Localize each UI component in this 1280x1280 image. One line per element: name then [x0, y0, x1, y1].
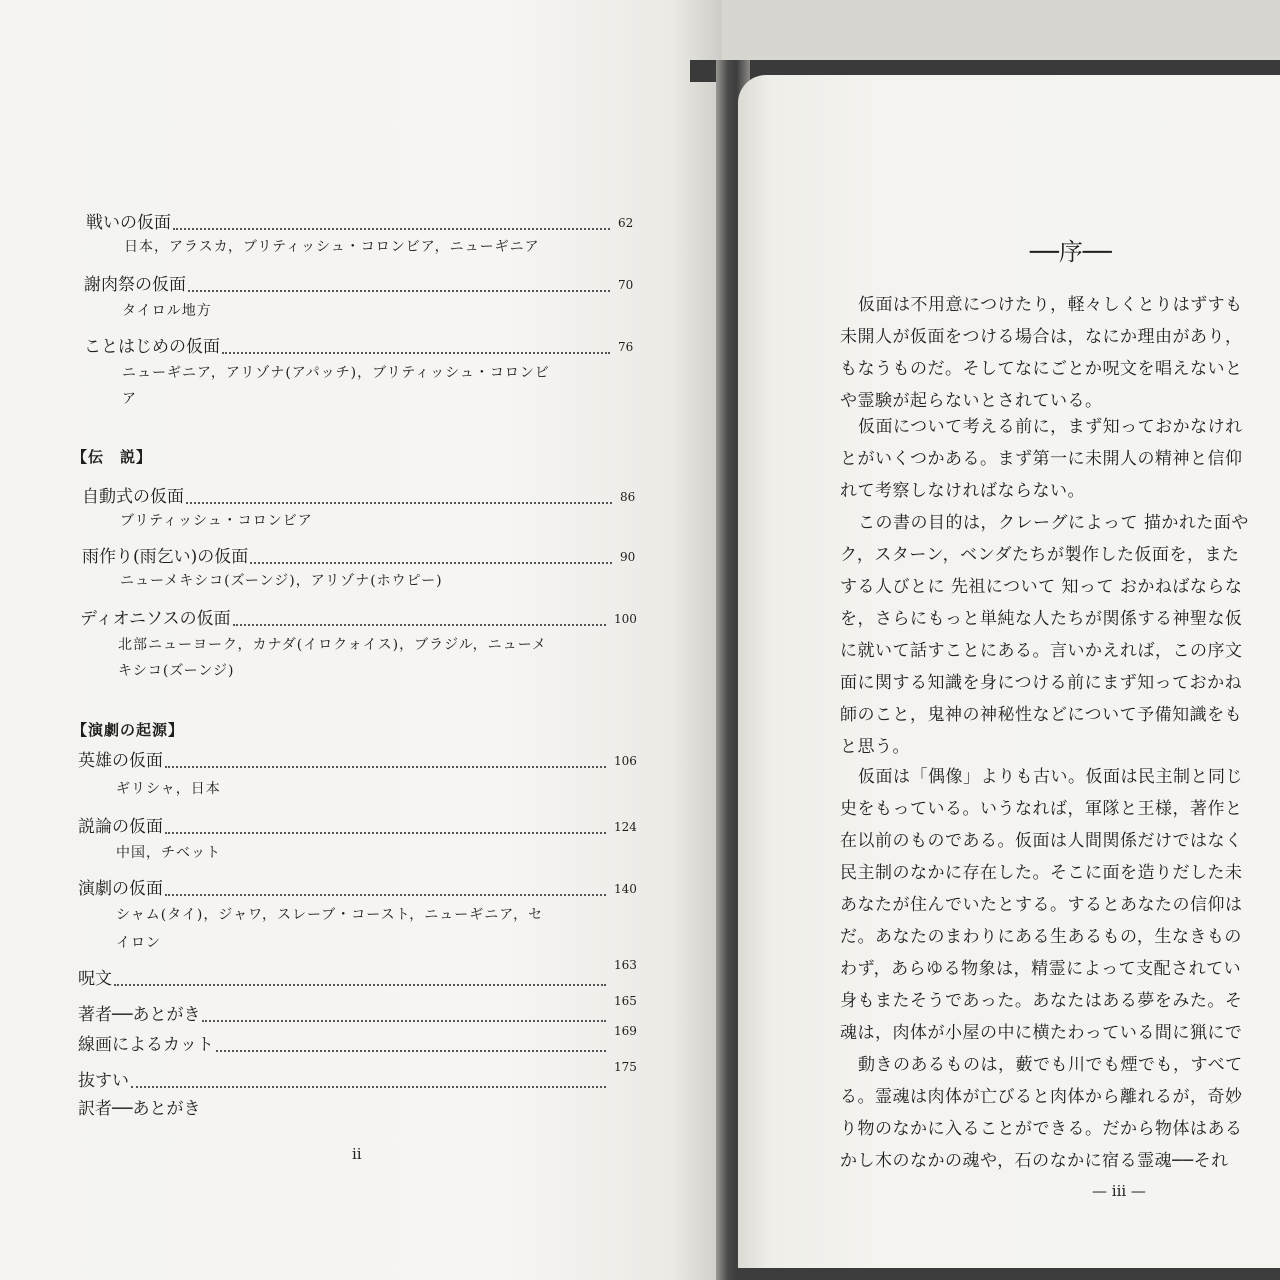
toc-entry-title: 謝肉祭の仮面 [84, 275, 186, 295]
toc-entry-title: 抜すい [78, 1071, 129, 1091]
preface-line: 魂は，肉体が小屋の中に横たわっている間に猟にで [840, 1023, 1243, 1043]
preface-line: 民主制のなかに存在した。そこに面を造りだした未 [840, 863, 1243, 883]
preface-line: とがいくつかある。まず第一に未開人の精神と信仰 [840, 449, 1243, 469]
preface-line: 動きのあるものは，藪でも川でも煙でも，すべて [858, 1055, 1243, 1075]
preface-line: れて考察しなければならない。 [840, 481, 1085, 501]
toc-dot-leader [165, 892, 606, 896]
toc-entry-subtitle: 中国，チベット [116, 845, 221, 861]
preface-title: ──序── [1030, 238, 1112, 266]
toc-dot-leader [222, 350, 610, 354]
toc-entry-title: ことはじめの仮面 [84, 337, 220, 357]
toc-page-number: 62 [618, 216, 634, 230]
preface-line: 仮面は「偶像」よりも古い。仮面は民主制と同じ [858, 767, 1243, 787]
toc-entry-title: 雨作り(雨乞い)の仮面 [82, 547, 249, 567]
preface-line: あなたが住んでいたとする。するとあなたの信仰は [840, 895, 1243, 915]
toc-page-number: 106 [614, 754, 637, 768]
toc-entry-title: 呪文 [78, 969, 112, 989]
preface-line: 面に関する知識を身につける前にまず知っておかね [840, 673, 1243, 693]
preface-line: わず，あらゆる物象は，精霊によって支配されてい [840, 959, 1242, 979]
toc-page-number: 163 [614, 958, 637, 972]
toc-dot-leader [202, 1018, 606, 1022]
toc-page-number: 175 [614, 1060, 637, 1074]
toc-dot-leader [165, 764, 606, 768]
toc-entry-title: 英雄の仮面 [78, 751, 163, 771]
preface-line: に就いて話すことにある。言いかえれば，この序文 [840, 641, 1243, 661]
toc-dot-leader [216, 1048, 606, 1052]
toc-entry-title: 説論の仮面 [78, 817, 163, 837]
preface-line: もなうものだ。そしてなにごとか呪文を唱えないと [840, 359, 1243, 379]
toc-page-number: 100 [614, 612, 637, 626]
preface-line: する人びとに 先祖について 知って おかねばならな [840, 577, 1243, 597]
toc-dot-leader [250, 560, 612, 564]
toc-page-number: 86 [620, 490, 636, 504]
toc-page-number: 165 [614, 994, 637, 1008]
toc-dot-leader [131, 1084, 606, 1088]
toc-dot-leader [165, 830, 606, 834]
toc-dot-leader [173, 226, 610, 230]
toc-entry-subtitle: 北部ニューヨーク，カナダ(イロクォイス)，ブラジル，ニューメ [118, 637, 547, 653]
toc-section-heading: 【演劇の起源】 [72, 721, 185, 739]
toc-page-number: 169 [614, 1024, 637, 1038]
toc-entry-subtitle: イロン [116, 935, 161, 951]
preface-line: 仮面は不用意につけたり，軽々しくとりはずすも [858, 295, 1243, 315]
preface-line: る。霊魂は肉体が亡びると肉体から離れるが，奇妙 [840, 1087, 1243, 1107]
preface-line: 身もまたそうであった。あなたはある夢をみた。そ [840, 991, 1243, 1011]
toc-dot-leader [233, 622, 606, 626]
preface-line: と思う。 [840, 737, 910, 757]
preface-line: 在以前のものである。仮面は人間関係だけではなく [840, 831, 1243, 851]
preface-line: この書の目的は，クレーグによって 描かれた面や [858, 513, 1249, 533]
preface-line: や霊験が起らないとされている。 [840, 391, 1103, 411]
page-number-right: — iii — [1092, 1182, 1146, 1200]
toc-dot-leader [188, 288, 610, 292]
toc-entry-title: 演劇の仮面 [78, 879, 163, 899]
toc-entry-subtitle: ニューギニア，アリゾナ(アパッチ)，ブリティッシュ・コロンビ [122, 365, 550, 381]
page-number-left: ii [352, 1145, 362, 1163]
toc-page-number: 124 [614, 820, 637, 834]
toc-entry-title: 自動式の仮面 [82, 487, 184, 507]
toc-entry-subtitle: シャム(タイ)，ジャワ，スレーブ・コースト，ニューギニア，セ [116, 907, 544, 923]
toc-dot-leader [114, 982, 606, 986]
toc-entry-title: 訳者──あとがき [78, 1099, 201, 1119]
preface-line: 仮面について考える前に，まず知っておかなけれ [858, 417, 1243, 437]
toc-dot-leader [186, 500, 612, 504]
preface-line: ク，スターン，ベンダたちが製作した仮面を，また [840, 545, 1240, 565]
preface-line: 史をもっている。いうなれば，軍隊と王様，著作と [840, 799, 1243, 819]
toc-entry-subtitle: ギリシャ，日本 [116, 781, 221, 797]
toc-page-number: 140 [614, 882, 637, 896]
preface-line: を，さらにもっと単純な人たちが関係する神聖な仮 [840, 609, 1243, 629]
toc-page-number: 90 [620, 550, 636, 564]
toc-entry-title: 著者──あとがき [78, 1005, 201, 1025]
preface-line: り物のなかに入ることができる。だから物体はある [840, 1119, 1243, 1139]
toc-page-number: 76 [618, 340, 634, 354]
toc-entry-subtitle: ニューメキシコ(ズーンジ)，アリゾナ(ホウピー) [120, 573, 443, 589]
preface-line: 師のこと，鬼神の神秘性などについて予備知識をも [840, 705, 1243, 725]
toc-page-number: 70 [618, 278, 634, 292]
toc-entry-title: ディオニソスの仮面 [80, 609, 231, 629]
toc-entry-subtitle: タイロル地方 [122, 303, 212, 319]
toc-entry-title: 線画によるカット [78, 1035, 214, 1055]
toc-entry-subtitle: ブリティッシュ・コロンビア [120, 513, 313, 529]
toc-entry-title: 戦いの仮面 [86, 213, 171, 233]
preface-line: だ。あなたのまわりにある生あるもの，生なきもの [840, 927, 1242, 947]
preface-line: 未開人が仮面をつける場合は，なにか理由があり， [840, 327, 1243, 347]
book-cover-bottom-edge [735, 1268, 1280, 1280]
toc-section-heading: 【伝 説】 [72, 448, 153, 466]
toc-entry-subtitle: ア [122, 391, 137, 407]
toc-entry-subtitle: キシコ(ズーンジ) [118, 663, 235, 679]
toc-entry-subtitle: 日本，アラスカ，ブリティッシュ・コロンビア，ニューギニア [124, 239, 540, 255]
preface-line: かし木のなかの魂や，石のなかに宿る霊魂──それ [840, 1151, 1229, 1171]
